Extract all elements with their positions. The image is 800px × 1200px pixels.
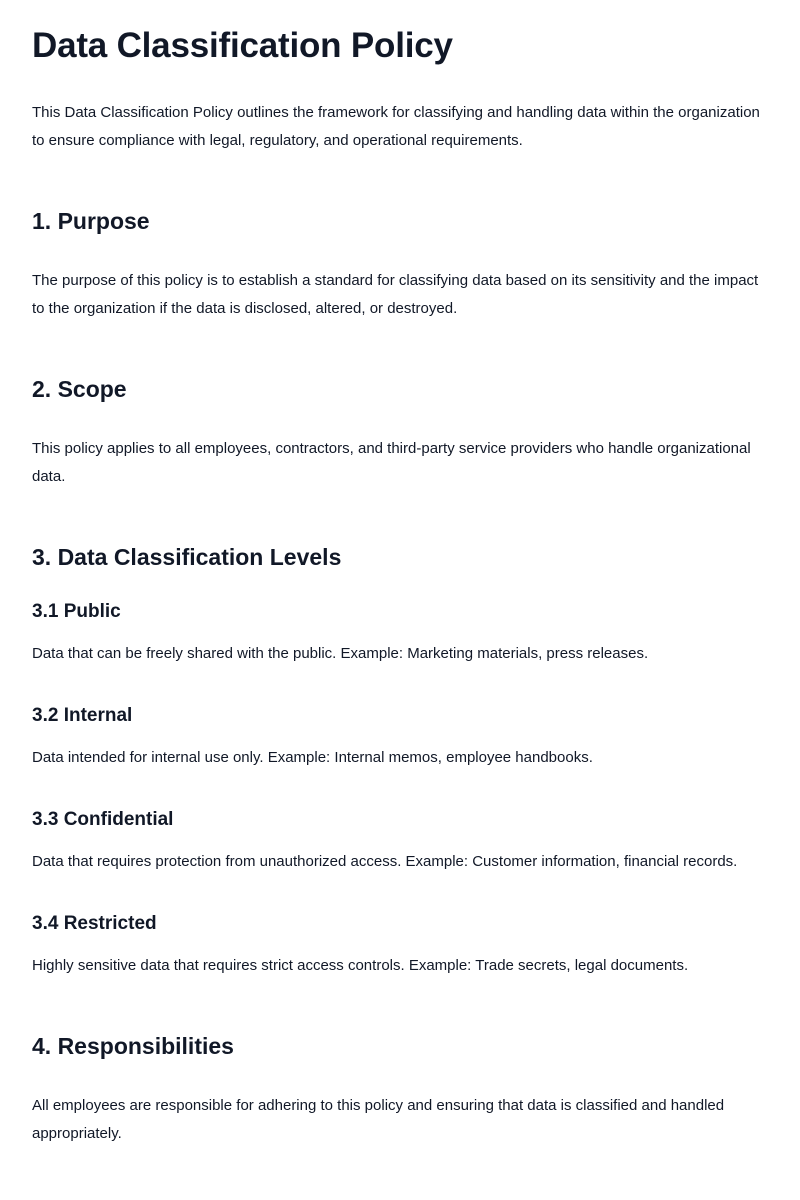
subsection-body: Highly sensitive data that requires strict access controls. Example: Trade secrets, legal documents. [32, 957, 689, 974]
level-restricted [32, 911, 768, 980]
section-body: The purpose of this policy is to establish a standard for classifying data based on its sensitivity and the impact to the organization if the data is disclosed, altered, or destroyed. [32, 272, 759, 317]
section-classification-levels [32, 542, 768, 980]
section-responsibilities [32, 1031, 768, 1148]
subsection-heading: 3.3 Confidential [32, 809, 174, 830]
level-confidential [32, 807, 768, 876]
section-heading: 4. Responsibilities [32, 1033, 234, 1059]
intro-paragraph: This Data Classification Policy outlines the framework for classifying and handling data within the organization to ensure compliance with legal, regulatory, and operational requirements. [32, 104, 760, 149]
section-body: This policy applies to all employees, contractors, and third-party service providers who handle organizational data. [32, 440, 751, 485]
section-heading: 2. Scope [32, 376, 127, 402]
section-body: All employees are responsible for adhering to this policy and ensuring that data is classified and handled appropriately. [32, 1097, 725, 1142]
level-public [32, 599, 768, 668]
subsection-heading: 3.2 Internal [32, 705, 133, 726]
level-internal [32, 703, 768, 772]
subsection-body: Data that can be freely shared with the public. Example: Marketing materials, press releases. [32, 645, 649, 662]
section-scope [32, 374, 768, 491]
page-title: Data Classification Policy [32, 26, 453, 65]
section-purpose [32, 206, 768, 323]
subsection-heading: 3.1 Public [32, 601, 121, 622]
section-heading: 1. Purpose [32, 208, 150, 234]
subsection-body: Data intended for internal use only. Example: Internal memos, employee handbooks. [32, 749, 593, 766]
subsection-heading: 3.4 Restricted [32, 913, 157, 934]
section-heading: 3. Data Classification Levels [32, 544, 342, 570]
subsection-body: Data that requires protection from unauthorized access. Example: Customer information, financial records. [32, 853, 738, 870]
